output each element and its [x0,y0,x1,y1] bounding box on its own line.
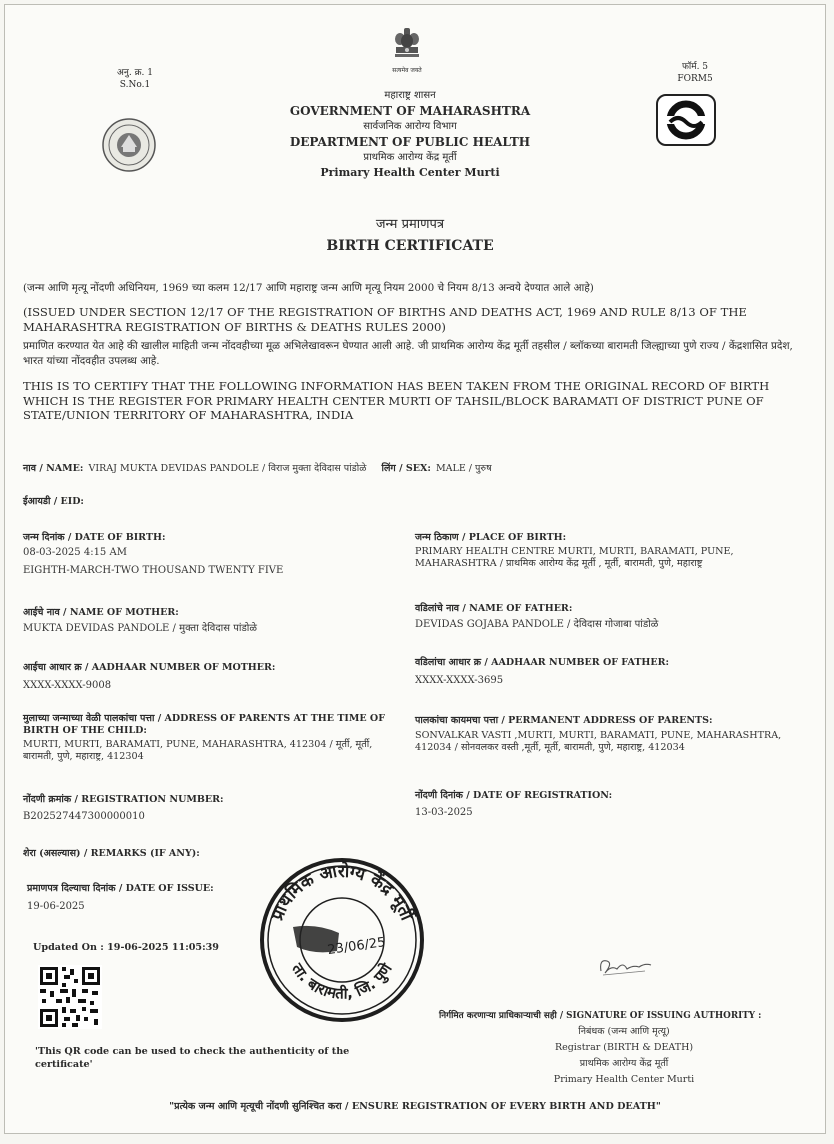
address-at-birth-block [23,713,398,763]
stamp-bottom-text: ता. बारामती, जि. पुणे [288,960,396,1003]
registration-number-label: नोंदणी क्रमांक / REGISTRATION NUMBER: [23,794,224,805]
serial-number [105,67,165,91]
issue-date-value: 19-06-2025 [27,901,85,912]
dept-title: DEPARTMENT OF PUBLIC HEALTH [289,135,531,149]
national-emblem-icon [391,25,423,67]
name-row [23,456,803,475]
mother-name-block [23,605,393,635]
registration-date-label: नोंदणी दिनांक / DATE OF REGISTRATION: [415,790,613,801]
issue-date-label: प्रमाणपत्र दिल्याचा दिनांक / DATE OF ISSUE: [27,883,214,894]
title-marathi: जन्म प्रमाणपत्र [375,217,445,232]
signature-label: निर्गमित करणाऱ्या प्राधिकाऱ्याची सही / SIGNATURE OF ISSUING AUTHORITY : [439,1011,762,1021]
aadhaar-mother-block [23,660,393,692]
qr-note: 'This QR code can be used to check the authenticity of the certificate' [35,1046,350,1070]
dob-label: जन्म दिनांक / DATE OF BIRTH: [23,532,166,543]
maharashtra-seal-icon [101,117,157,173]
phc-marathi: प्राथमिक आरोग्य केंद्र मूर्ती [363,152,457,163]
dept-marathi: सार्वजनिक आरोग्य विभाग [363,121,457,132]
address-at-birth-label: मुलाच्या जन्माच्या वेळी पालकांचा पत्ता / ADDRESS OF PARENTS AT THE TIME OF BIRTH OF THE CHILD: [23,713,385,736]
header-block [255,89,565,180]
sex-value: MALE / पुरुष [435,463,492,474]
permanent-address-block [415,713,807,754]
aadhaar-father-label: वडिलांचा आधार क्र / AADHAAR NUMBER OF FATHER: [415,657,670,668]
mother-name-label: आईचे नाव / NAME OF MOTHER: [23,607,179,618]
dob-block [23,530,393,577]
certify-marathi: प्रमाणित करण्यात येत आहे की खालील माहिती जन्म नोंदवहीच्या मूळ अभिलेखावरून घेण्यात आली आहे. जी प्राथमिक आरोग्य केंद्र मूर्ती तहसील / ब्लॉकच्या बारामती जिल्ह्याच्या पुणे राज्य / केंद्रशासित प्रदेश, भारत यांच्या नोंदवहीत उपलब्ध आहे. [23,340,793,367]
signature-line-phc: Primary Health Center Murti [553,1074,695,1085]
signature-line-registrar-marathi: निबंधक (जन्म आणि मृत्यू) [578,1026,670,1037]
crs-logo-icon [656,94,716,146]
dob-words: EIGHTH-MARCH-TWO THOUSAND TWENTY FIVE [23,565,284,576]
title-english: BIRTH CERTIFICATE [326,238,494,254]
phc-title: Primary Health Center Murti [320,166,500,179]
signature-line-phc-marathi: प्राथमिक आरोग्य केंद्र मूर्ती [579,1058,669,1069]
gov-title: GOVERNMENT OF MAHARASHTRA [289,104,531,118]
gov-marathi: महाराष्ट्र शासन [384,90,436,101]
certify-english: THIS IS TO CERTIFY THAT THE FOLLOWING INFORMATION HAS BEEN TAKEN FROM THE ORIGINAL RECORD OF BIRTH WHICH IS THE REGISTER FOR PRIMARY HEALTH CENTER MURTI OF TAHSIL/BLOCK BARAMATI OF DISTRICT PUNE OF STATE/UNION TERRITORY OF MAHARASHTRA, INDIA [23,379,770,422]
svg-text:प्राथमिक आरोग्य केंद्र मूर्ती [267,861,418,925]
sex-label: लिंग / SEX: [381,463,431,474]
remarks-label: शेरा (असल्यास) / REMARKS (IF ANY): [23,848,200,859]
footer-slogan: "प्रत्येक जन्म आणि मृत्यूची नोंदणी सुनिश्चित करा / ENSURE REGISTRATION OF EVERY BIRTH AND DEATH" [169,1101,661,1112]
permanent-address-label: पालकांचा कायमचा पत्ता / PERMANENT ADDRESS OF PARENTS: [415,715,713,726]
stamp-date: 23/06/25 [326,935,387,959]
permanent-address-value: SONVALKAR VASTI ,MURTI, MURTI, BARAMATI, PUNE, MAHARASHTRA, 412034 / सोनवलकर वस्ती ,मूर्ती, मूर्ती, बारामती, पुणे, महाराष्ट्र, 412034 [415,730,782,753]
certificate-title [255,215,565,257]
registration-number-block [23,792,393,823]
registration-number-value: B202527447300000010 [23,811,145,822]
address-at-birth-value: MURTI, MURTI, BARAMATI, PUNE, MAHARASHTRA, 412304 / मूर्ती, मूर्ती, बारामती, पुणे, महाराष्ट्र, 412304 [23,739,373,762]
official-stamp [257,855,427,1025]
aadhaar-mother-label: आईचा आधार क्र / AADHAAR NUMBER OF MOTHER: [23,662,276,673]
pob-value: PRIMARY HEALTH CENTRE MURTI, MURTI, BARAMATI, PUNE, MAHARASHTRA / प्राथमिक आरोग्य केंद्र मूर्ती , मूर्ती, बारामती, पुणे, महाराष्ट्र [415,546,734,569]
serial-number-marathi: अनु. क्र. 1 [117,68,153,78]
svg-text:ता. बारामती, जि. पुणे [288,959,396,1002]
form-number [665,61,725,85]
name-label: नाव / NAME: [23,463,84,474]
updated-on: Updated On : 19-06-2025 11:05:39 [33,942,219,953]
issued-under-marathi: (जन्म आणि मृत्यू नोंदणी अधिनियम, 1969 च्या कलम 12/17 आणि महाराष्ट्र जन्म आणि मृत्यू नियम 2000 चे नियम 8/13 अन्वये देण्यात आले आहे) [23,282,594,294]
qr-code [38,965,102,1029]
signature-block [439,1009,809,1088]
mother-name-value: MUKTA DEVIDAS PANDOLE / मुक्ता देविदास पांडोळे [23,623,258,634]
certificate-sheet [4,4,826,1134]
pob-label: जन्म ठिकाण / PLACE OF BIRTH: [415,532,567,543]
serial-number-english: S.No.1 [119,80,151,90]
father-name-label: वडिलांचे नाव / NAME OF FATHER: [415,603,573,614]
registration-date-block [415,788,795,819]
issued-under-english: (ISSUED UNDER SECTION 12/17 OF THE REGISTRATION OF BIRTHS AND DEATHS ACT, 1969 AND RULE 8/13 OF THE MAHARASHTRA REGISTRATION OF BIRTHS & DEATHS RULES 2000) [23,305,747,334]
aadhaar-mother-value: XXXX-XXXX-9008 [23,680,112,691]
form-number-marathi: फॉर्म. 5 [681,62,709,72]
handwritten-signature [595,951,655,979]
aadhaar-father-value: XXXX-XXXX-3695 [415,675,504,686]
father-name-block [415,601,795,631]
name-value: VIRAJ MUKTA DEVIDAS PANDOLE / विराज मुक्ता देविदास पांडोळे [88,463,367,474]
pob-block [415,530,795,570]
dob-value: 08-03-2025 4:15 AM [23,547,127,558]
eid-label: ईआयडी / EID: [23,496,84,507]
aadhaar-father-block [415,655,795,687]
stamp-top-text: प्राथमिक आरोग्य केंद्र मूर्ती [267,861,417,924]
father-name-value: DEVIDAS GOJABA PANDOLE / देविदास गोजाबा पांडोळे [415,619,659,630]
emblem-caption: सत्यमेव जयते [392,67,422,74]
form-number-english: FORM5 [677,74,713,84]
registration-date-value: 13-03-2025 [415,807,473,818]
signature-line-registrar: Registrar (BIRTH & DEATH) [554,1042,694,1053]
